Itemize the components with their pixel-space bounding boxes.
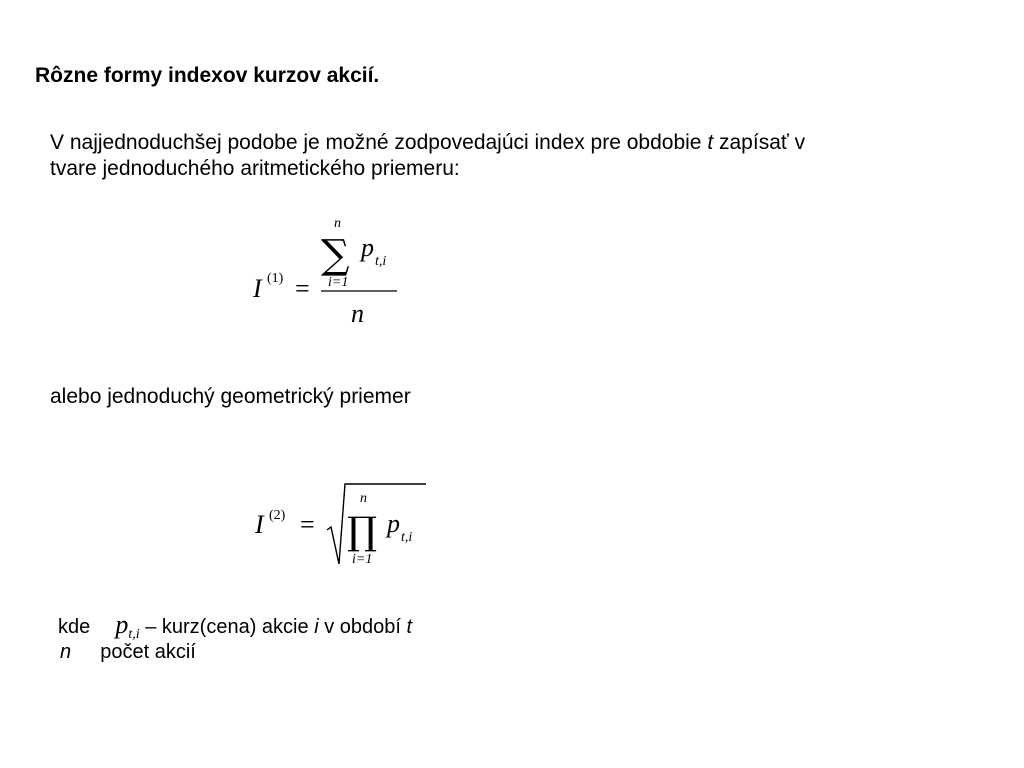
intro-var-t: t xyxy=(707,131,714,154)
f2-term-subscript: t,i xyxy=(401,530,413,545)
formula-arithmetic-mean xyxy=(245,210,415,335)
f1-lhs-symbol: I xyxy=(253,274,262,303)
def-var-t: t xyxy=(406,616,413,638)
intro-line-1 xyxy=(50,128,1000,157)
intro-text-part2: zapísať v xyxy=(713,131,806,154)
f1-equals: = xyxy=(295,274,310,303)
def-n-symbol: n xyxy=(60,641,72,663)
definition-p xyxy=(58,610,412,643)
f1-term: p xyxy=(361,233,374,262)
f1-sum-operator: ∑ xyxy=(321,232,350,278)
definition-n xyxy=(60,641,196,664)
kde-label: kde xyxy=(58,616,91,638)
f2-product-operator: ∏ xyxy=(347,509,378,553)
f2-term: p xyxy=(387,509,400,538)
formula-geometric-mean xyxy=(245,478,435,573)
f1-upper-limit: n xyxy=(334,216,341,231)
f1-lhs-superscript: (1) xyxy=(267,271,284,286)
def-p-desc1: – kurz(cena) akcie xyxy=(145,616,315,638)
f1-term-subscript: t,i xyxy=(375,254,387,269)
intro-line-2: tvare jednoduchého aritmetického priemeru: xyxy=(50,157,460,180)
geometric-mean-text: alebo jednoduchý geometrický priemer xyxy=(50,385,411,408)
def-var-i: i xyxy=(314,616,319,638)
page-title: Rôzne formy indexov kurzov akcií. xyxy=(35,64,380,87)
def-p-desc2: v období xyxy=(318,616,407,638)
f2-lhs-superscript: (2) xyxy=(269,508,286,523)
def-p-subscript: t,i xyxy=(128,627,140,642)
f2-lhs-symbol: I xyxy=(255,510,264,539)
f1-denominator: n xyxy=(351,299,364,328)
f1-lower-limit: i=1 xyxy=(328,275,349,290)
f2-equals: = xyxy=(300,510,315,539)
def-p-symbol: p xyxy=(115,610,129,639)
f2-upper-limit: n xyxy=(360,491,367,506)
intro-text-part1: V najjednoduchšej podobe je možné zodpovedajúci index pre obdobie xyxy=(50,131,708,154)
f2-lower-limit: i=1 xyxy=(352,552,373,567)
def-n-desc: počet akcií xyxy=(100,641,196,663)
